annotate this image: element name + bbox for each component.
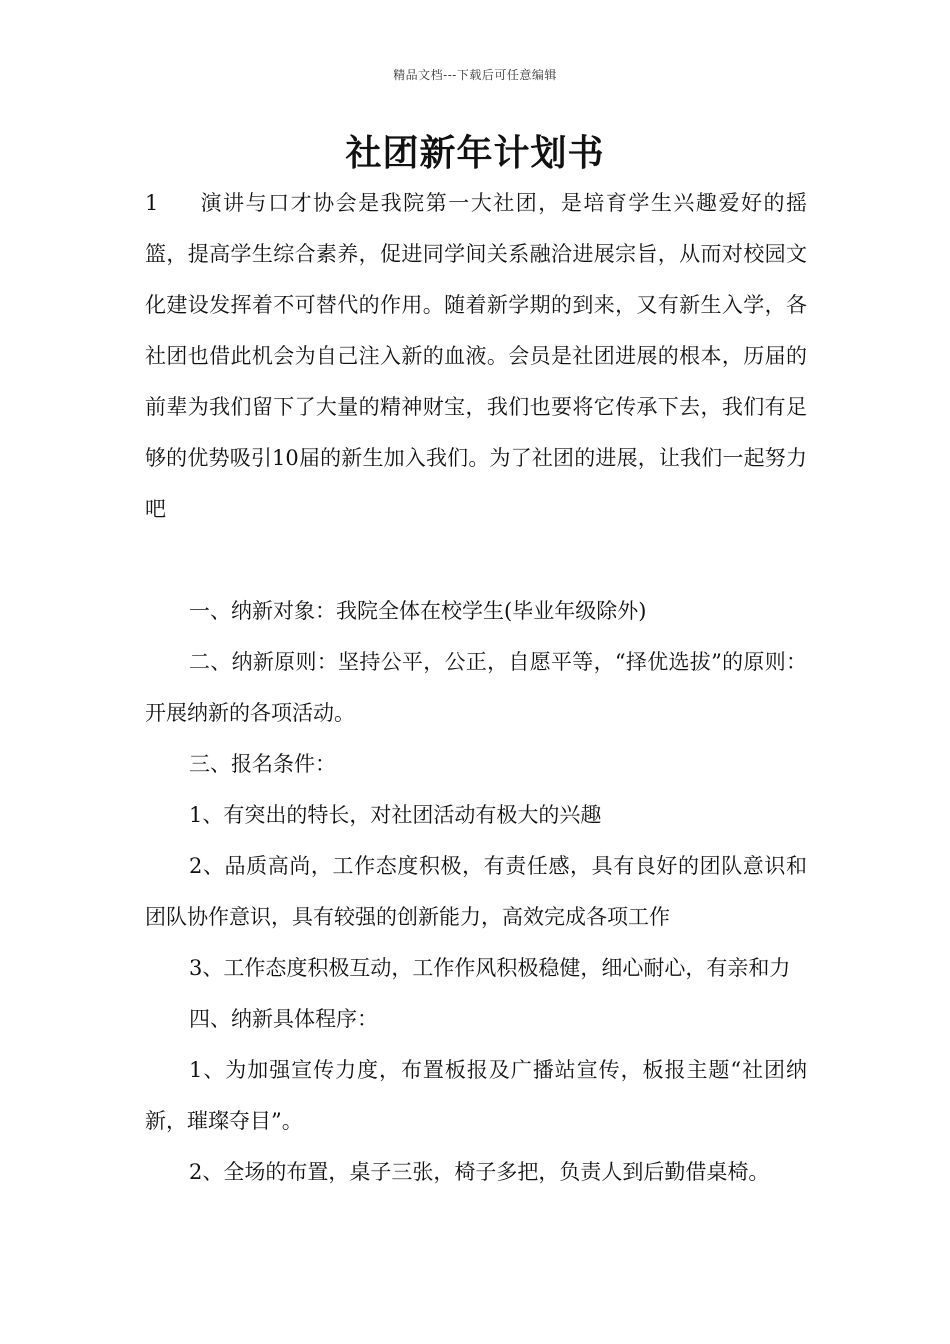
requirement-item-1: 1、有突出的特长，对社团活动有极大的兴趣 (189, 803, 602, 827)
procedure-item-2: 2、全场的布置，桌子三张，椅子多把，负责人到后勤借桌椅。 (189, 1160, 770, 1184)
requirement-item-2: 2、品质高尚，工作态度积极，有责任感，具有良好的团队意识和团队协作意识，具有较强的创新能力，高效完成各项工作 (145, 854, 807, 929)
requirement-item-3: 3、工作态度积极互动，工作作风积极稳健，细心耐心，有亲和力 (189, 956, 791, 980)
document-title: 社团新年计划书 (345, 133, 605, 174)
section-recruit-principle: 二、纳新原则：坚持公平，公正，自愿平等，“择优选拔”的原则：开展纳新的各项活动。 (145, 650, 807, 725)
section-requirements-heading: 三、报名条件： (189, 752, 336, 776)
header-note: 精品文档---下载后可任意编辑 (393, 68, 557, 82)
section-procedure-heading: 四、纳新具体程序： (189, 1007, 378, 1031)
section-recruit-target: 一、纳新对象：我院全体在校学生(毕业年级除外) (189, 599, 647, 623)
procedure-item-1: 1、为加强宣传力度，布置板报及广播站宣传，板报主题“社团纳新，璀璨夺目”。 (145, 1058, 807, 1133)
intro-text: 演讲与口才协会是我院第一大社团，是培育学生兴趣爱好的摇篮，提高学生综合素养，促进同学间关系融洽进展宗旨，从而对校园文化建设发挥着不可替代的作用。随着新学期的到来，又有新生入学，各社团也借此机会为自己注入新的血液。会员是社团进展的根本，历届的前辈为我们留下了大量的精神财宝，我们也要将它传承下去，我们有足够的优势吸引10届的新生加入我们。为了社团的进展，让我们一起努力吧 (145, 191, 807, 521)
intro-number: 1 (145, 191, 159, 215)
document-body (145, 178, 807, 1198)
intro-paragraph (145, 178, 807, 535)
